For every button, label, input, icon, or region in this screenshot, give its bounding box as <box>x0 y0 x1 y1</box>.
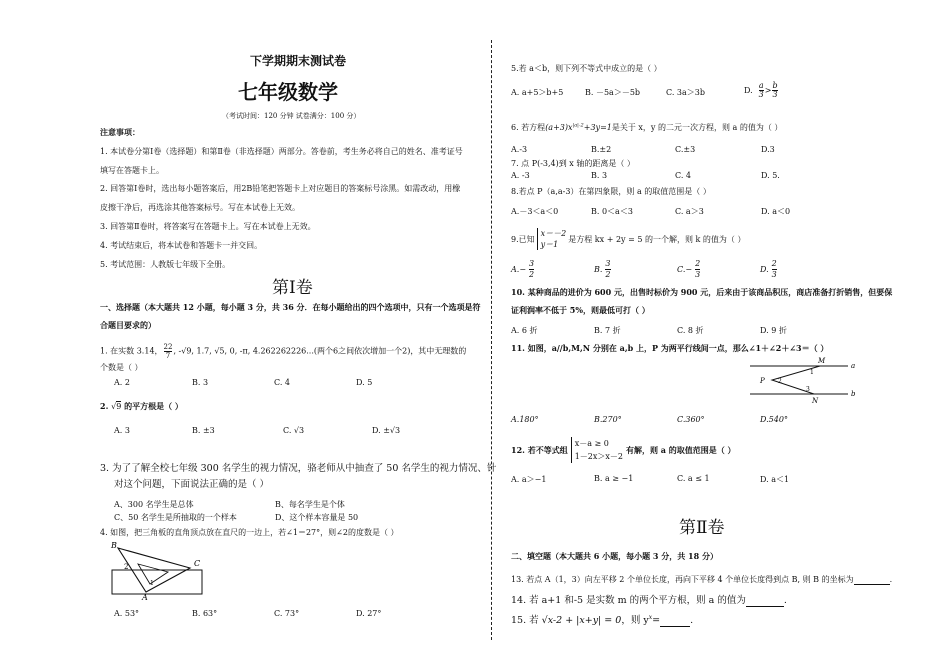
part1-title: 第Ⅰ卷 <box>272 278 313 298</box>
note-line: 5. 考试范围：人教版七年级下全册。 <box>100 260 231 269</box>
q5-option-a[interactable]: A. a+5＞b+5 <box>511 88 564 97</box>
q11-option-c[interactable]: C.360° <box>677 415 705 424</box>
q6-option-b[interactable]: B.±2 <box>591 145 612 154</box>
q9-option-d[interactable] <box>760 259 777 280</box>
q6-option-c[interactable]: C.±3 <box>675 145 696 154</box>
q15-expr: √x-2 + |x+y| = 0 <box>541 615 622 626</box>
q6-suffix: 是关于 x，y 的二元一次方程，则 a 的值为（ ） <box>611 123 783 132</box>
question-1 <box>100 343 466 360</box>
note-line: 4. 考试结束后，将本试卷和答题卡一并交回。 <box>100 241 263 250</box>
question-13 <box>511 574 892 585</box>
q11-label-2: 2 <box>778 378 782 385</box>
q11-option-a[interactable]: A.180° <box>511 415 539 424</box>
q3-option-b[interactable]: B、每名学生是个体 <box>275 500 345 509</box>
frac-num: b <box>772 81 778 90</box>
q9-prefix: 9.已知 <box>511 234 535 244</box>
q14-period: . <box>783 595 787 606</box>
question-10-line2: 证利润率不低于 5%，则最低可打（ ） <box>511 305 650 315</box>
q13-answer-blank[interactable] <box>854 575 890 585</box>
q5-option-c[interactable]: C. 3a＞3b <box>666 88 705 97</box>
q4-option-b[interactable]: B. 63° <box>192 609 218 618</box>
q5-option-d[interactable] <box>744 82 778 99</box>
q3-option-c[interactable]: C、50 名学生是所抽取的一个样本 <box>114 513 237 522</box>
q5-optd-prefix: D. <box>744 86 753 95</box>
q9-option-c[interactable] <box>677 259 700 280</box>
q8-option-a[interactable]: A.－3＜a＜0 <box>511 207 559 216</box>
q11-label-3: 3 <box>806 386 810 393</box>
question-7: 7. 点 P(-3,4)到 x 轴的距离是（ ） <box>511 159 635 168</box>
question-5: 5.若 a＜b，则下列不等式中成立的是（ ） <box>511 64 662 73</box>
q15-prefix: 15. 若 <box>511 615 539 626</box>
exam-title: 下学期期末测试卷 <box>250 54 347 68</box>
q12-sys-line: 1－2x＞x－2 <box>574 452 623 461</box>
exam-info: （考试时间：120 分钟 试卷满分：100 分） <box>222 112 361 120</box>
q2-option-c[interactable]: C. √3 <box>283 426 305 435</box>
q10-option-d[interactable]: D. 9 折 <box>760 326 787 335</box>
frac-den: 2 <box>605 270 611 279</box>
frac-num: a <box>758 81 764 90</box>
q2-suffix: 的平方根是（ ） <box>121 401 183 411</box>
question-4: 4. 如图，把三角板的直角顶点放在直尺的一边上，若∠1＝27°，则∠2的度数是（ ） <box>100 528 399 537</box>
q15-tail: = <box>652 615 661 626</box>
q7-option-c[interactable]: C. 4 <box>675 171 692 180</box>
q11-label-p: P <box>760 377 765 385</box>
question-9 <box>511 228 745 250</box>
q6-prefix: 6. 若方程 <box>511 123 546 132</box>
q12-suffix: 有解，则 a 的取值范围是（ ） <box>626 444 736 455</box>
opt-label: C. <box>677 265 686 274</box>
q11-option-b[interactable]: B.270° <box>594 415 622 424</box>
q2-option-b[interactable]: B. ±3 <box>192 426 215 435</box>
q7-option-a[interactable]: A. -3 <box>511 171 530 180</box>
q8-option-d[interactable]: D. a＜0 <box>761 207 791 216</box>
q9-sys-line: y＝1 <box>540 240 559 249</box>
frac-den: 3 <box>771 270 777 279</box>
q1-option-c[interactable]: C. 4 <box>274 378 291 387</box>
opt-label: B. <box>594 265 603 274</box>
q2-sqrt: √9 <box>111 402 122 411</box>
q10-option-a[interactable]: A. 6 折 <box>511 326 538 335</box>
q2-option-d[interactable]: D. ±√3 <box>372 426 401 435</box>
opt-fraction <box>695 259 700 280</box>
q13-text: 13. 若点 A（1，3）向左平移 2 个单位长度，再向下平移 4 个单位长度得到点 B, 则 B 的坐标为 <box>511 575 854 584</box>
q14-text: 14. 若 a+1 和-5 是实数 m 的两个平方根，则 a 的值为 <box>511 595 746 606</box>
section1-line2: 合题目要求的） <box>100 320 156 330</box>
frac-num: 2 <box>771 259 777 268</box>
q11-label-1: 1 <box>810 369 814 376</box>
question-11: 11. 如图，a//b,M,N 分别在 a,b 上，P 为两平行线间一点，那么∠1＋∠2＋∠3＝（ ） <box>511 343 829 353</box>
question-3-line1: 3. 为了了解全校七年级 300 名学生的视力情况，骆老师从中抽查了 50 名学生的视力情况、针 <box>100 463 497 474</box>
q11-figure <box>750 356 860 406</box>
q6-eq: (a+3)x <box>545 123 573 132</box>
q12-sys-line: x－a ≥ 0 <box>574 439 609 448</box>
section1-line1: 一、选择题（本大题共 12 小题，每小题 3 分，共 36 分．在每小题给出的四个选项中，只有一个选项是符 <box>100 302 481 312</box>
q10-option-b[interactable]: B. 7 折 <box>594 326 621 335</box>
q6-option-a[interactable]: A.-3 <box>511 145 528 154</box>
q1-fraction <box>164 343 173 360</box>
q11-option-d[interactable]: D.540° <box>760 415 788 424</box>
q4-label-1: 1 <box>150 580 154 587</box>
note-line: 填写在答题卡上。 <box>100 166 164 175</box>
q3-option-a[interactable]: A、300 名学生是总体 <box>114 500 194 509</box>
question-6 <box>511 122 782 133</box>
q4-option-d[interactable]: D. 27° <box>356 609 382 618</box>
q3-option-d[interactable]: D、这个样本容量是 50 <box>275 513 359 522</box>
q4-label-a: A <box>142 593 148 602</box>
ruler <box>112 570 202 594</box>
q1-option-d[interactable]: D. 5 <box>356 378 373 387</box>
q2-prefix: 2. <box>100 401 112 411</box>
q15-suffix: ，则 y <box>621 615 649 626</box>
q8-option-c[interactable]: C. a＞3 <box>675 207 704 216</box>
q1-suffix: ，其中无理数的 <box>410 346 467 356</box>
opt-sign: − <box>519 265 527 274</box>
q11-label-b: b <box>851 390 856 398</box>
opt-fraction <box>529 259 534 280</box>
q1-mid: , -√9, 1.7, √5, 0, -π, 4.262262226...(两个6之间依次增加一个2) <box>173 346 411 356</box>
q10-option-c[interactable]: C. 8 折 <box>677 326 704 335</box>
q2-radicand: 9 <box>116 402 122 411</box>
note-line: 皮擦干净后，再选涂其他答案标号。写在本试卷上无效。 <box>100 203 300 212</box>
opt-label: D. <box>760 265 769 274</box>
q1-prefix: 1. 在实数 3.14， <box>100 346 163 356</box>
q11-label-n: N <box>812 397 819 405</box>
q9-option-b[interactable] <box>594 259 611 280</box>
opt-fraction <box>772 259 777 280</box>
note-line: 1. 本试卷分第Ⅰ卷（选择题）和第Ⅱ卷（非选择题）两部分。答卷前，考生务必将自己的姓名、准考证号 <box>100 147 463 156</box>
frac-den: 3 <box>695 270 701 279</box>
q4-option-a[interactable]: A. 53° <box>114 609 140 618</box>
q8-option-b[interactable]: B. 0＜a＜3 <box>591 207 633 216</box>
question-12 <box>511 437 736 463</box>
greater-than-sign: > <box>764 86 772 95</box>
q14-answer-blank[interactable] <box>746 595 784 607</box>
q4-option-c[interactable]: C. 73° <box>274 609 300 618</box>
q12-option-c[interactable]: C. a ≤ 1 <box>677 474 710 483</box>
frac-den: 3 <box>772 90 778 99</box>
q13-period: . <box>889 575 893 584</box>
q5-option-b[interactable]: B. －5a＞－5b <box>585 88 641 97</box>
q9-sys-line: x＝－2 <box>540 229 567 238</box>
q5-optd-frac1 <box>759 82 764 99</box>
question-3-line2: 对这个问题，下面说法正确的是（ ） <box>114 479 270 490</box>
q4-label-b: B <box>111 541 117 550</box>
q1-line2: 个数是（ ） <box>100 363 143 372</box>
q7-option-d[interactable]: D. 5. <box>761 171 780 180</box>
q12-option-b[interactable]: B. a ≥ −1 <box>594 474 634 483</box>
note-line: 3. 回答第Ⅱ卷时，将答案写在答题卡上。写在本试卷上无效。 <box>100 222 316 231</box>
frac-num: 3 <box>529 259 535 268</box>
q4-figure <box>110 540 220 602</box>
q6-eq-tail: +3y=1 <box>583 123 612 132</box>
opt-sign: − <box>685 265 693 274</box>
q12-option-a[interactable]: A. a＞−1 <box>511 475 547 484</box>
q1-option-b[interactable]: B. 3 <box>192 378 209 387</box>
frac-num: 3 <box>605 259 611 268</box>
question-10-line1: 10. 某种商品的进价为 600 元，出售时标价为 900 元，后来由于该商品积压，商店准备打折销售，但要保 <box>511 287 893 297</box>
notes-heading: 注意事项： <box>100 127 140 137</box>
q4-label-c: C <box>194 559 201 568</box>
q6-exp: |a|-2 <box>572 122 584 129</box>
q12-system <box>571 437 623 463</box>
frac-den: 3 <box>758 90 764 99</box>
q4-label-2: 2 <box>124 563 129 571</box>
opt-fraction <box>605 259 610 280</box>
q15-answer-blank[interactable] <box>660 615 690 627</box>
q1-frac-den: 7 <box>165 352 171 360</box>
q5-optd-frac2 <box>772 82 777 99</box>
q9-option-a[interactable] <box>511 259 534 280</box>
opt-label: A. <box>511 265 520 274</box>
note-line: 2. 回答第Ⅰ卷时，选出每小题答案后，用2B铅笔把答题卡上对应题目的答案标号涂黑。如需改动，用橡 <box>100 184 461 193</box>
part2-title: 第Ⅱ卷 <box>679 518 725 538</box>
column-divider <box>491 40 492 640</box>
question-8: 8.若点 P（a,a-3）在第四象限，则 a 的取值范围是（ ） <box>511 187 711 196</box>
q15-period: . <box>690 615 694 626</box>
frac-num: 2 <box>695 259 701 268</box>
q12-prefix: 12. 若不等式组 <box>511 444 568 455</box>
q15-exp: x <box>648 613 653 621</box>
q9-suffix: 是方程 kx + 2y = 5 的一个解，则 k 的值为（ ） <box>568 234 746 244</box>
q6-option-d[interactable]: D.3 <box>761 145 775 154</box>
q2-option-a[interactable]: A. 3 <box>114 426 130 435</box>
section2-heading: 二、填空题（本大题共 6 小题，每小题 3 分，共 18 分） <box>511 551 718 561</box>
q1-frac-num: 22 <box>163 343 173 351</box>
q12-option-d[interactable]: D. a＜1 <box>760 475 790 484</box>
subject-title: 七年级数学 <box>238 80 338 104</box>
question-15 <box>511 612 693 627</box>
frac-den: 2 <box>529 270 535 279</box>
question-14 <box>511 592 787 607</box>
q9-system <box>537 228 567 250</box>
q11-label-m: M <box>818 357 826 365</box>
q7-option-b[interactable]: B. 3 <box>591 171 608 180</box>
question-2 <box>100 401 183 412</box>
q1-option-a[interactable]: A. 2 <box>114 378 130 387</box>
q11-label-a: a <box>851 362 856 370</box>
